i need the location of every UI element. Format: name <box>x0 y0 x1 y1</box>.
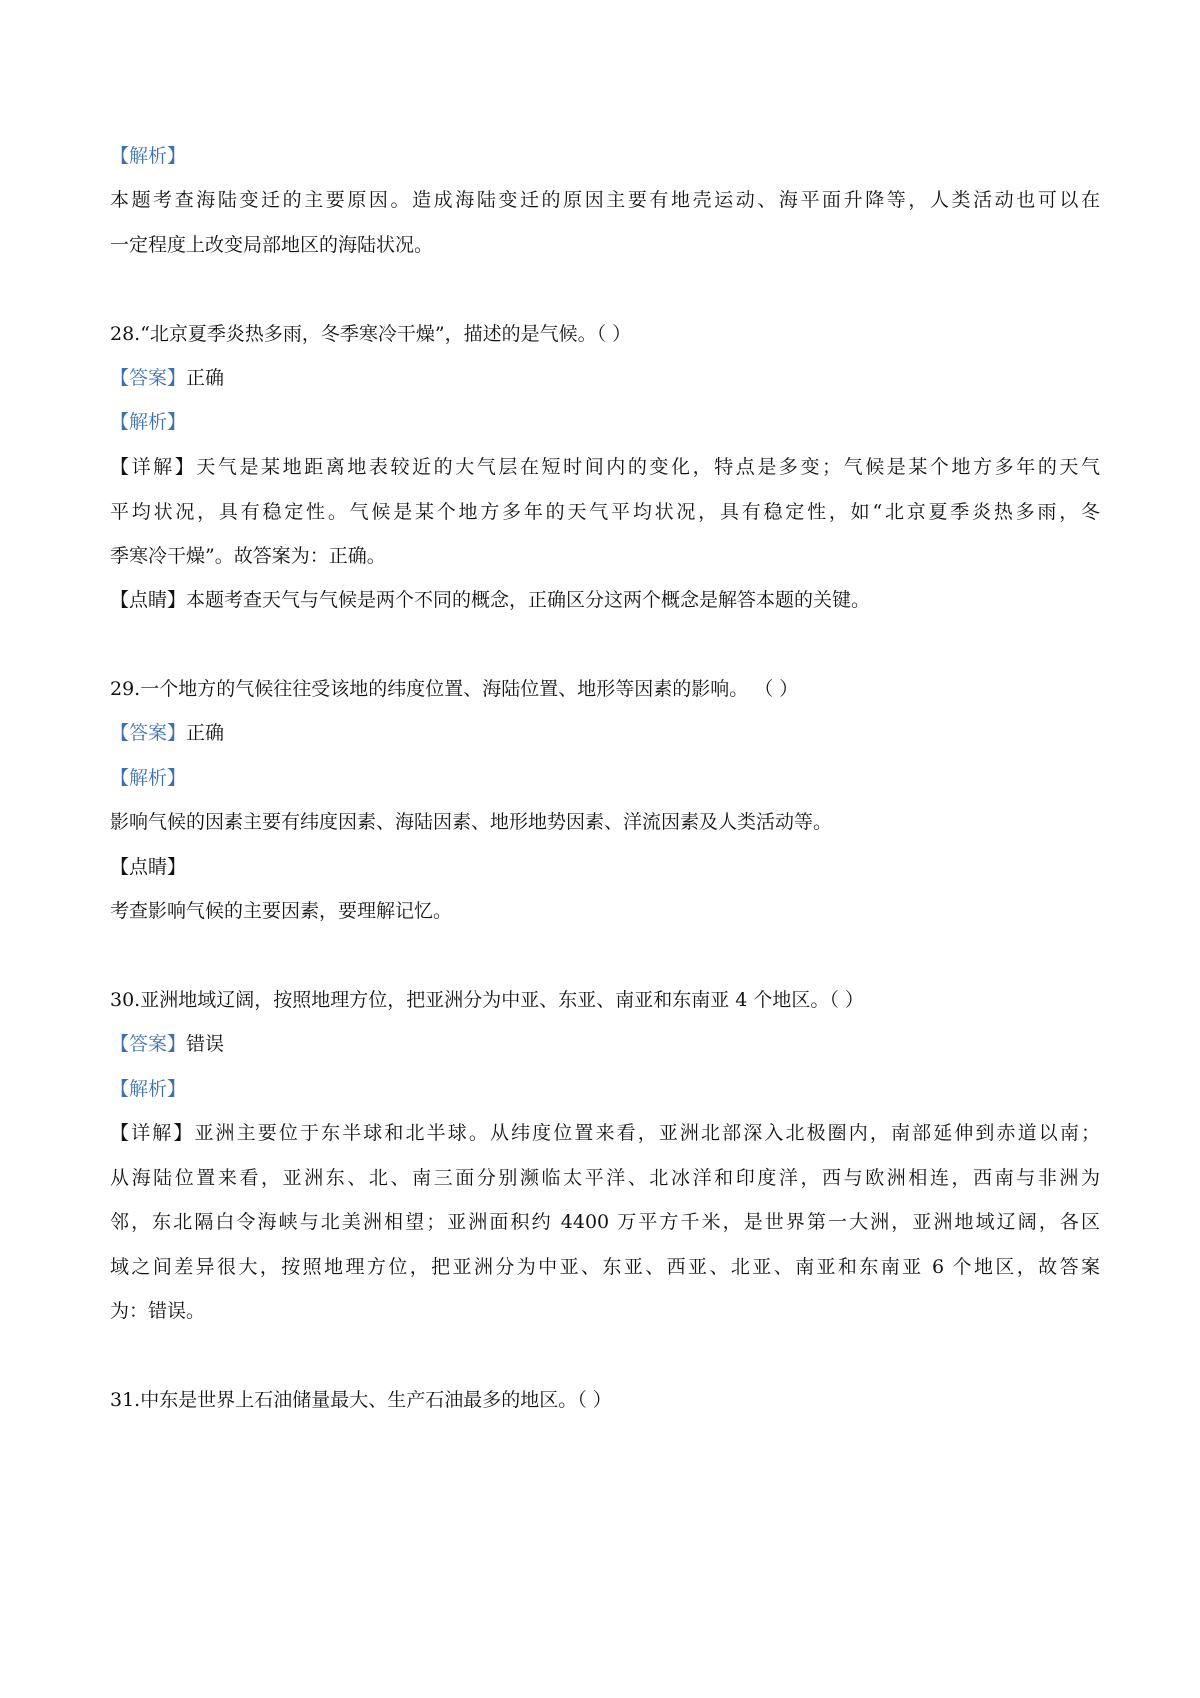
note-text: 本题考查天气与气候是两个不同的概念，正确区分这两个概念是解答本题的关键。 <box>186 589 871 611</box>
detail-30-line3: 邻，东北隔白令海峡与北美洲相望；亚洲面积约 4400 万平方千米，是世界第一大洲，亚洲地域辽阔，各区 <box>110 1211 1100 1233</box>
question-29: 29.一个地方的气候往往受该地的纬度位置、海陆位置、地形等因素的影响。 （ ） <box>110 678 799 700</box>
note-28 <box>110 588 1100 612</box>
analysis-label-29 <box>110 766 1100 790</box>
question-30: 30.亚洲地域辽阔，按照地理方位，把亚洲分为中亚、东亚、南亚和东南亚 4 个地区。（ ） <box>110 989 864 1011</box>
detail-30-line1 <box>110 1121 1100 1145</box>
note-tag: 【点睛】 <box>110 856 187 878</box>
detail-28-line2: 平均状况，具有稳定性。气候是某个地方多年的天气平均状况，具有稳定性，如“北京夏季炎热多雨，冬 <box>110 501 1100 523</box>
analysis-tag: 【解析】 <box>110 145 187 167</box>
answer-value: 正确 <box>186 722 225 744</box>
answer-tag: 【答案】 <box>110 367 187 389</box>
question-28: 28.“北京夏季炎热多雨，冬季寒冷干燥”，描述的是气候。（ ） <box>110 323 632 345</box>
detail-text: 亚洲主要位于东半球和北半球。从纬度位置来看，亚洲北部深入北极圈内，南部延伸到赤道以南； <box>194 1122 1100 1144</box>
analysis-label-28 <box>110 410 1100 434</box>
detail-tag: 【详解】 <box>110 1122 195 1144</box>
answer-tag: 【答案】 <box>110 722 187 744</box>
answer-29 <box>110 721 1100 745</box>
question-31: 31.中东是世界上石油储量最大、生产石油最多的地区。（ ） <box>110 1389 612 1411</box>
analysis-tag: 【解析】 <box>110 1078 187 1100</box>
answer-28 <box>110 366 1100 390</box>
detail-tag: 【详解】 <box>110 456 197 478</box>
detail-30-line4: 域之间差异很大，按照地理方位，把亚洲分为中亚、东亚、西亚、北亚、南亚和东南亚 6 个地区，故答案 <box>110 1256 1100 1278</box>
analysis-tag: 【解析】 <box>110 411 187 433</box>
detail-28-line1 <box>110 455 1100 479</box>
note-text-29: 考查影响气候的主要因素，要理解记忆。 <box>110 900 453 922</box>
detail-30-line5: 为：错误。 <box>110 1300 206 1322</box>
detail-text: 天气是某地距离地表较近的大气层在短时间内的变化，特点是多变；气候是某个地方多年的天气 <box>196 456 1100 478</box>
answer-tag: 【答案】 <box>110 1033 187 1055</box>
analysis-text-27-line2: 一定程度上改变局部地区的海陆状况。 <box>110 234 434 256</box>
answer-30 <box>110 1032 1100 1056</box>
analysis-label-30 <box>110 1077 1100 1101</box>
analysis-tag: 【解析】 <box>110 767 187 789</box>
detail-28-line3: 季寒冷干燥”。故答案为：正确。 <box>110 545 386 567</box>
analysis-text-27-line1: 本题考查海陆变迁的主要原因。造成海陆变迁的原因主要有地壳运动、海平面升降等，人类活动也可以在 <box>110 189 1100 211</box>
note-label-29 <box>110 855 1100 879</box>
analysis-label-27 <box>110 144 1100 168</box>
answer-value: 错误 <box>186 1033 225 1055</box>
analysis-text-29: 影响气候的因素主要有纬度因素、海陆因素、地形地势因素、洋流因素及人类活动等。 <box>110 811 833 833</box>
answer-value: 正确 <box>186 367 225 389</box>
note-tag: 【点睛】 <box>110 589 187 611</box>
detail-30-line2: 从海陆位置来看，亚洲东、北、南三面分别濒临太平洋、北冰洋和印度洋，西与欧洲相连，西南与非洲为 <box>110 1167 1100 1189</box>
